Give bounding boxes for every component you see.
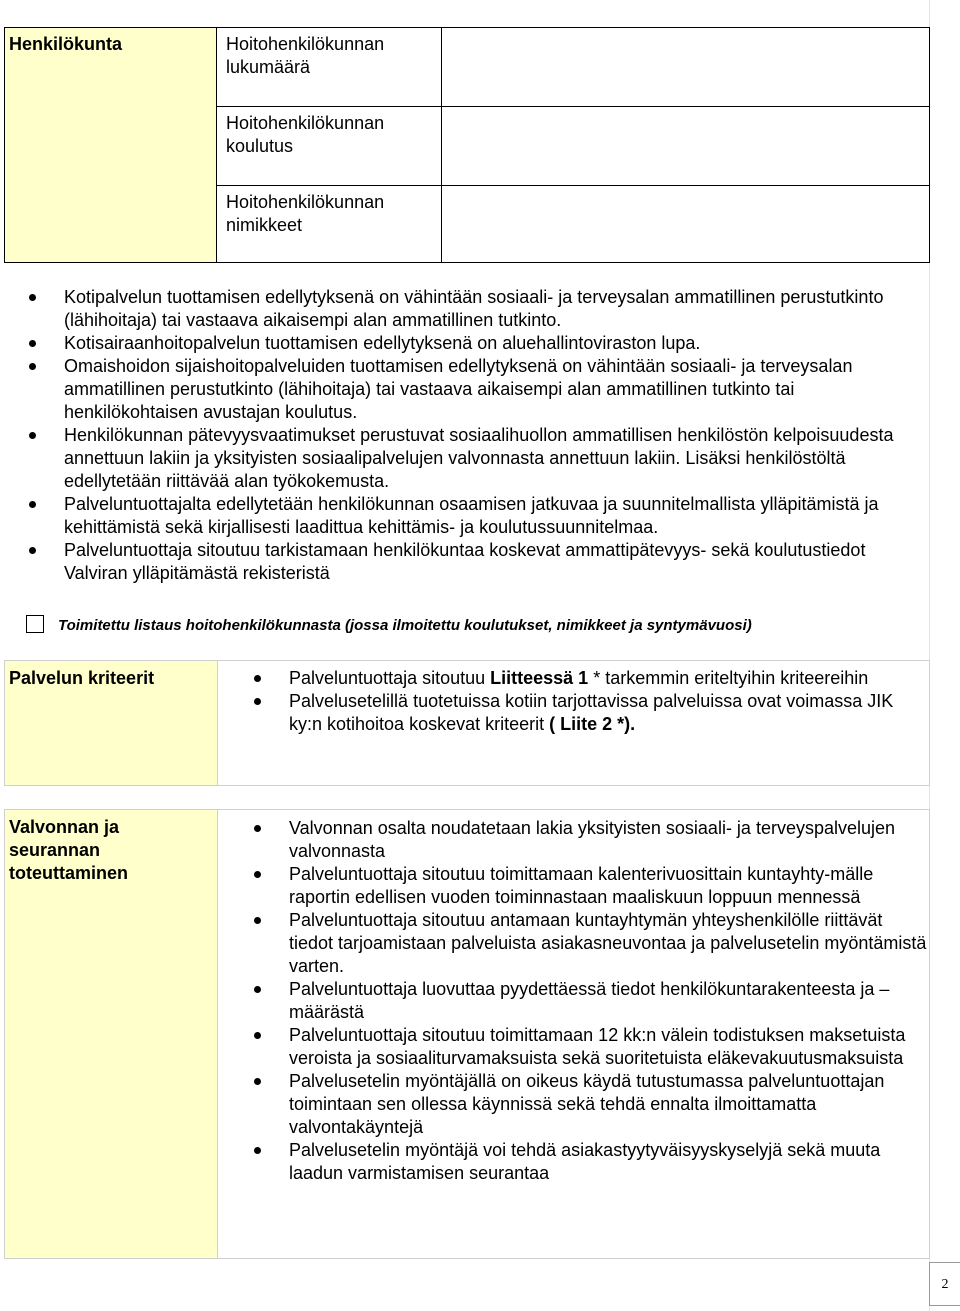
list-item <box>251 667 931 690</box>
list-item: Henkilökunnan pätevyysvaatimukset perustuvat sosiaalihuollon ammatillisen henkilöstön kelpoisuudesta annettuun lakiin ja yksityisten sosiaalipalvelujen valvonnasta annettuun lakiin. Lisäksi henkilöstöltä edellytetään riittävää alan työkokemusta. <box>26 424 906 493</box>
staff-table <box>4 27 930 263</box>
staff-row-count <box>217 28 441 107</box>
list-item: Palveluntuottaja sitoutuu toimittamaan 12 kk:n välein todistuksen maksetuista veroista ja sosiaaliturvamaksuista sekä suoritetuista eläkevakuutusmaksuista <box>251 1024 931 1070</box>
list-item: Palvelusetelin myöntäjällä on oikeus käydä tutustumassa palveluntuottajan toimintaan sen ollessa käynnissä sekä tehdä ennalta ilmoittamatta valvontakäyntejä <box>251 1070 931 1139</box>
staff-row-titles <box>217 186 441 263</box>
criteria-list <box>251 667 931 736</box>
list-item: Palveluntuottaja luovuttaa pyydettäessä tiedot henkilökuntarakenteesta ja – määrästä <box>251 978 931 1024</box>
monitoring-label-cell <box>5 810 218 1258</box>
staff-row-label: Hoitohenkilökunnan koulutus <box>226 113 385 156</box>
staff-heading: Henkilökunta <box>9 34 123 54</box>
requirements-list <box>26 286 906 585</box>
monitoring-table <box>4 809 930 1259</box>
monitoring-list <box>251 817 931 1185</box>
staff-list-checkbox-label: Toimitettu listaus hoitohenkilökunnasta (jossa ilmoitettu koulutukset, nimikkeet ja syntymävuosi) <box>58 617 752 634</box>
staff-value-titles[interactable] <box>442 186 929 263</box>
criteria-attachment-ref: Liitteessä 1 <box>490 668 589 688</box>
list-item: Kotisairaanhoitopalvelun tuottamisen edellytyksenä on aluehallintoviraston lupa. <box>26 332 906 355</box>
staff-row-label: Hoitohenkilökunnan nimikkeet <box>226 192 385 235</box>
criteria-label: Palvelun kriteerit <box>9 668 155 688</box>
list-item <box>251 690 931 736</box>
staff-value-count[interactable] <box>442 28 929 107</box>
list-item: Palveluntuottajalta edellytetään henkilökunnan osaamisen jatkuvaa ja suunnitelmallista ylläpitämistä ja kehittämistä sekä kirjallisesti laadittua kehittämis- ja koulutussuunnitelmaa. <box>26 493 906 539</box>
list-item: Palveluntuottaja sitoutuu toimittamaan kalenterivuosittain kuntayhty-mälle raportin edellisen vuoden toiminnastaan maaliskuun loppuun mennessä <box>251 863 931 909</box>
list-item: Palvelusetelin myöntäjä voi tehdä asiakastyytyväisyyskyselyjä sekä muuta laadun varmistamisen seurantaa <box>251 1139 931 1185</box>
list-item: Palveluntuottaja sitoutuu antamaan kuntayhtymän yhteyshenkilölle riittävät tiedot tarjoamistaan palveluista asiakasneuvontaa ja palvelusetelin myöntämistä varten. <box>251 909 931 978</box>
staff-row-label: Hoitohenkilökunnan lukumäärä <box>226 34 385 77</box>
list-item: Omaishoidon sijaishoitopalveluiden tuottamisen edellytyksenä on vähintään sosiaali- ja terveysalan ammatillinen perustutkinto (lähihoitaja) tai vastaava aikaisempi alan ammatillinen tutkinto tai henkilökohtaisen avustajan koulutus. <box>26 355 906 424</box>
staff-subheader-column <box>217 28 442 262</box>
page-number: 2 <box>929 1262 960 1306</box>
criteria-text: * tarkemmin eriteltyihin kriteereihin <box>588 668 869 688</box>
list-item: Palveluntuottaja sitoutuu tarkistamaan henkilökuntaa koskevat ammattipätevyys- sekä koulutustiedot Valviran ylläpitämästä rekisteristä <box>26 539 906 585</box>
staff-list-checkbox[interactable] <box>26 615 44 633</box>
criteria-text: Palveluntuottaja sitoutuu <box>289 668 491 688</box>
criteria-text: Palvelusetelillä tuotetuissa kotiin tarjottavissa palveluissa ovat voimassa JIK ky:n kotihoitoa koskevat kriteerit <box>289 691 894 734</box>
monitoring-label: Valvonnan ja seurannan toteuttaminen <box>9 817 128 883</box>
criteria-attachment-ref: ( Liite 2 *). <box>549 714 636 734</box>
staff-row-education <box>217 107 441 186</box>
staff-label-cell <box>5 28 217 262</box>
staff-value-column <box>442 28 929 262</box>
staff-value-education[interactable] <box>442 107 929 186</box>
list-item: Valvonnan osalta noudatetaan lakia yksityisten sosiaali- ja terveyspalvelujen valvonnasta <box>251 817 931 863</box>
list-item: Kotipalvelun tuottamisen edellytyksenä on vähintään sosiaali- ja terveysalan ammatillinen perustutkinto (lähihoitaja) tai vastaava aikaisempi alan ammatillinen tutkinto. <box>26 286 906 332</box>
criteria-table <box>4 660 930 786</box>
criteria-label-cell <box>5 661 218 785</box>
